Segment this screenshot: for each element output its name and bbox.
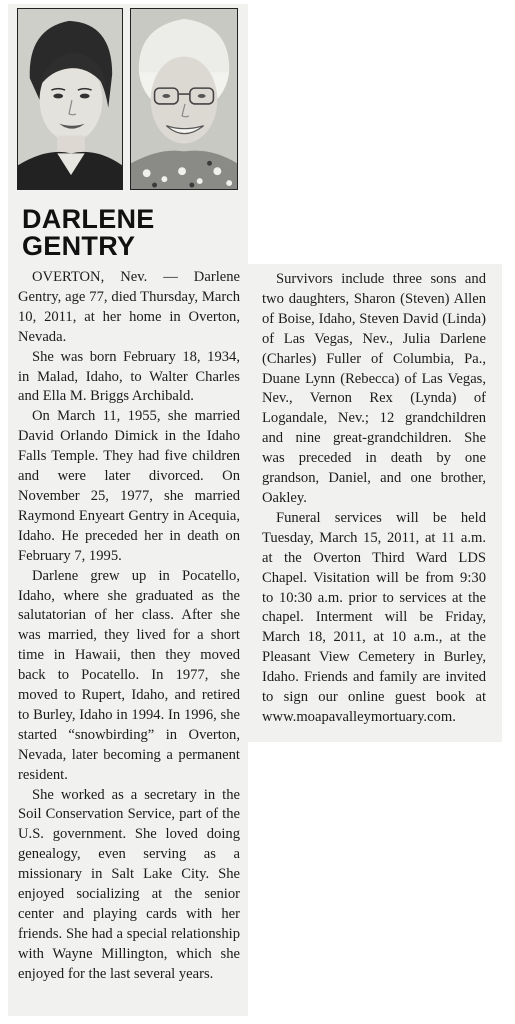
obituary-column-left [18,268,240,985]
portrait-young-photo [17,8,123,190]
obituary-name-heading [22,206,242,260]
paragraph-services: Funeral services will be held Tuesday, March 15, 2011, at 11 a.m. at the Overton Third Ward LDS Chapel. Visitation will be from 9:30 to 10:30 a.m. prior to services at the chapel. Interment will be Friday, March 18, 2011, at 10 a.m., at the Pleasant View Cemetery in Burley, Idaho. Friends and family are invited to sign our online guest book at www.moapavalleymortuary.com. [262,509,486,725]
paragraph-marriages: On March 11, 1955, she married David Orlando Dimick in the Idaho Falls Temple. They had five children and were later divorced. On November 25, 1977, she married Raymond Enyeart Gentry in Acequia, Idaho. He preceded her in death on February 7, 1995. [18,408,240,564]
paragraph-death-notice: OVERTON, Nev. — Darlene Gentry, age 77, died Thursday, March 10, 2011, at her home in Overton, Nevada. [18,269,240,345]
name-line-last: GENTRY [22,231,136,261]
obituary-column-right [262,270,486,728]
paragraph-birth: She was born February 18, 1934, in Malad, Idaho, to Walter Charles and Ella M. Briggs Archibald. [18,348,240,405]
paragraph-residence-history: Darlene grew up in Pocatello, Idaho, where she graduated as the salutatorian of her class. After she was married, they lived for a short time in Hawaii, then they moved back to Pocatello. In 1977, she moved to Rupert, Idaho, and retired to Burley, Idaho in 1994. In 1996, she started “snowbirding” in Overton, Nevada, later becoming a permanent resident. [18,567,240,783]
paragraph-survivors: Survivors include three sons and two daughters, Sharon (Steven) Allen of Boise, Idaho, Steven David (Linda) of Las Vegas, Nev., Julia Darlene (Charles) Fuller of Columbia, Pa., Duane Lynn (Rebecca) of Las Vegas, Nev., Vernon Rex (Lynda) of Logandale, Nev.; 12 grandchildren and nine great-grandchildren. She was preceded in death by one grandson, Daniel, and one brother, Oakley. [262,271,486,506]
paragraph-career-and-interests: She worked as a secretary in the Soil Conservation Service, part of the U.S. government. She loved doing genealogy, even serving as a missionary in Salt Lake City. She enjoyed socializing at the senior center and playing cards with her friends. She had a special relationship with Wayne Millington, which she enjoyed for the last several years. [18,786,240,982]
name-line-first: DARLENE [22,204,155,234]
portrait-elderly-photo [130,8,238,190]
